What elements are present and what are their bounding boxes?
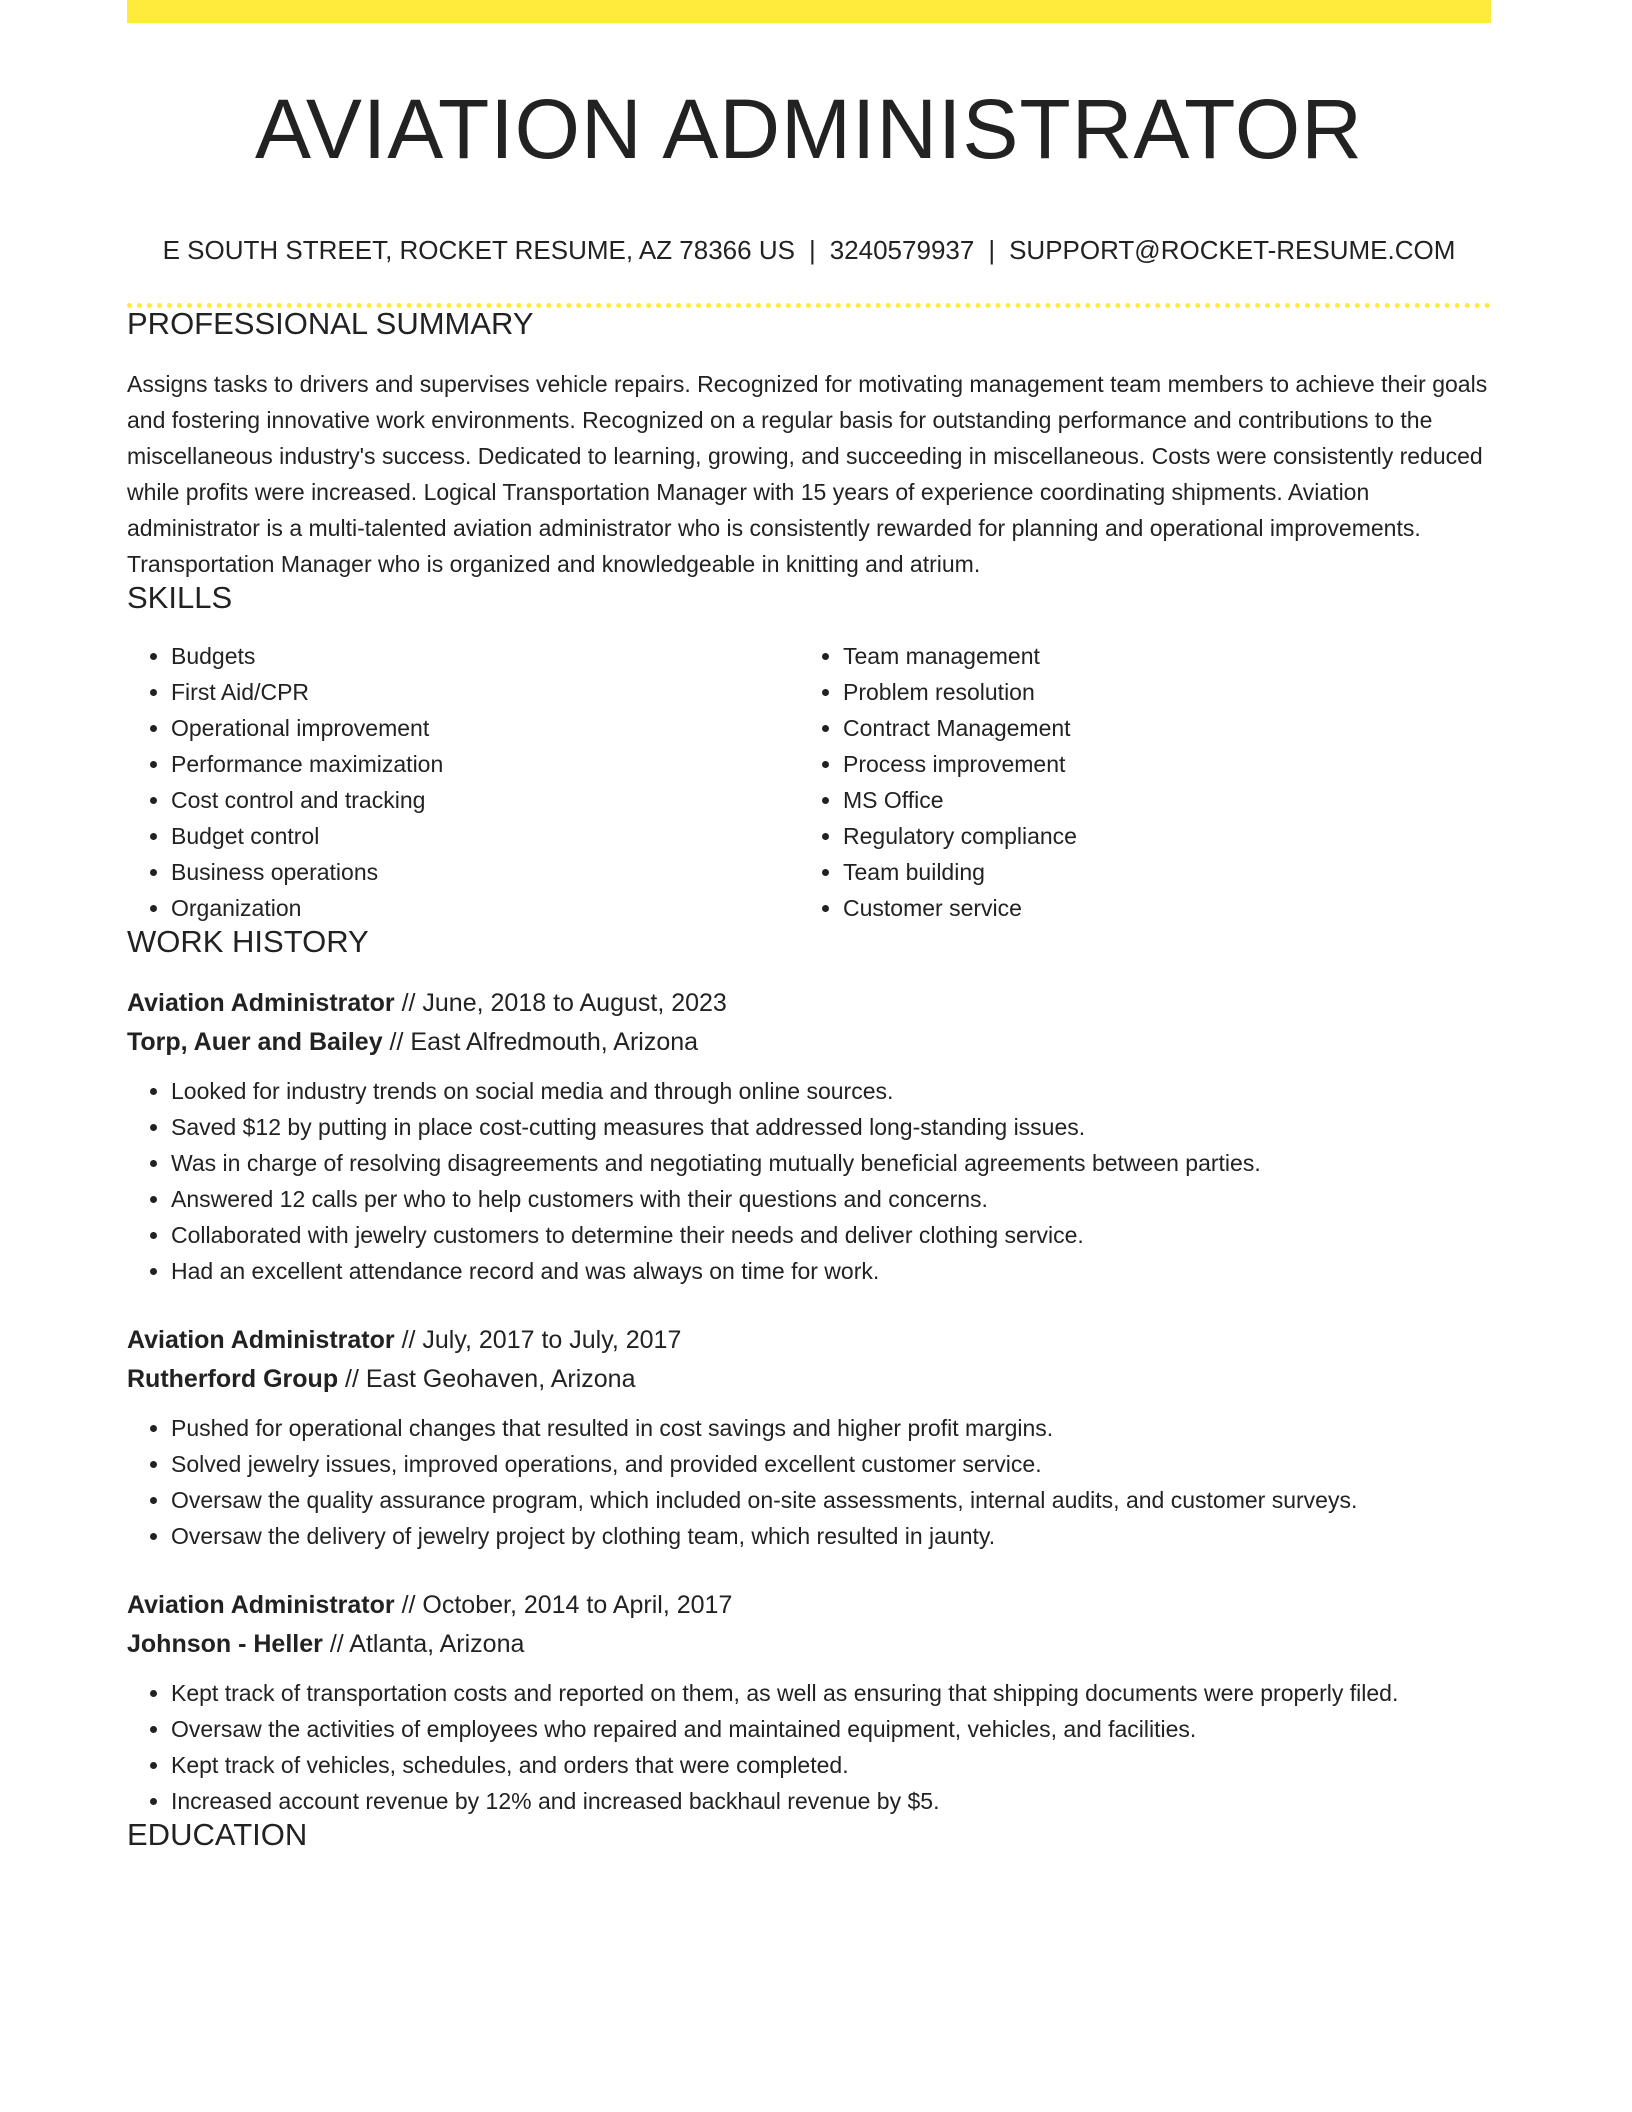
job-dates: // July, 2017 to July, 2017: [394, 1326, 682, 1354]
skill-item: • First Aid/CPR: [171, 674, 799, 710]
resume-name: AVIATION ADMINISTRATOR: [255, 82, 1363, 176]
job-role: Aviation Administrator: [127, 1326, 395, 1354]
job-bullet: • Kept track of vehicles, schedules, and orders that were completed.: [171, 1747, 1491, 1783]
job-location: // East Alfredmouth, Arizona: [382, 1028, 699, 1056]
job-bullet: • Saved $12 by putting in place cost-cutting measures that addressed long-standing issues.: [171, 1109, 1491, 1145]
section-title-skills: SKILLS: [127, 580, 233, 615]
job-bullets: [127, 1073, 1491, 1289]
job-bullet: • Answered 12 calls per who to help customers with their questions and concerns.: [171, 1181, 1491, 1217]
skill-item: • Budgets: [171, 638, 799, 674]
skill-item: • Cost control and tracking: [171, 782, 799, 818]
resume-page: [127, 0, 1491, 1850]
skill-item: • Problem resolution: [843, 674, 1471, 710]
job-bullet: • Oversaw the activities of employees who repaired and maintained equipment, vehicles, and facilities.: [171, 1711, 1491, 1747]
skill-item: • Regulatory compliance: [843, 818, 1471, 854]
contact-address: E SOUTH STREET, ROCKET RESUME, AZ 78366 US: [162, 235, 795, 265]
job-company-line: [127, 1360, 1491, 1399]
skill-item: • Team management: [843, 638, 1471, 674]
job-spacer: [127, 1289, 1491, 1321]
job-bullet: • Pushed for operational changes that resulted in cost savings and higher profit margins.: [171, 1410, 1491, 1446]
job-title-line: [127, 1586, 1491, 1625]
job-company: Johnson - Heller: [127, 1630, 323, 1658]
skill-item: • Team building: [843, 854, 1471, 890]
job-company: Rutherford Group: [127, 1365, 339, 1393]
section-title-education: EDUCATION: [127, 1817, 308, 1852]
skills-list-left: [127, 638, 799, 926]
contact-separator: |: [808, 235, 816, 265]
skill-item: • Customer service: [843, 890, 1471, 926]
job-role: Aviation Administrator: [127, 989, 395, 1017]
accent-top-bar: [127, 0, 1491, 23]
job-entry: [127, 1321, 1491, 1554]
section-title-summary: PROFESSIONAL SUMMARY: [127, 306, 534, 341]
job-bullet: • Collaborated with jewelry customers to determine their needs and deliver clothing service.: [171, 1217, 1491, 1253]
job-title-line: [127, 1321, 1491, 1360]
contact-email: SUPPORT@ROCKET-RESUME.COM: [1009, 235, 1456, 265]
job-bullet: • Oversaw the quality assurance program, which included on-site assessments, internal audits, and customer surveys.: [171, 1482, 1491, 1518]
job-entry: [127, 1586, 1491, 1819]
job-company-line: [127, 1023, 1491, 1062]
skill-item: • Performance maximization: [171, 746, 799, 782]
job-company-line: [127, 1625, 1491, 1664]
job-spacer: [127, 1554, 1491, 1586]
job-location: // East Geohaven, Arizona: [338, 1365, 636, 1393]
skill-item: • Organization: [171, 890, 799, 926]
job-bullets: [127, 1675, 1491, 1819]
job-entry: [127, 984, 1491, 1289]
job-bullet: • Looked for industry trends on social media and through online sources.: [171, 1073, 1491, 1109]
job-bullet: • Increased account revenue by 12% and increased backhaul revenue by $5.: [171, 1783, 1491, 1819]
skills-columns: [127, 638, 1491, 926]
summary-text: Assigns tasks to drivers and supervises vehicle repairs. Recognized for motivating management team members to achieve their goals and fostering innovative work environments. Recognized on a regular basis for outstanding performance and contributions to the miscellaneous industry's success. Dedicated to learning, growing, and succeeding in miscellaneous. Costs were consistently reduced while profits were increased. Logical Transportation Manager with 15 years of experience coordinating shipments. Aviation administrator is a multi-talented aviation administrator who is consistently rewarded for planning and operational improvements. Transportation Manager who is organized and knowledgeable in knitting and atrium.: [127, 371, 1488, 577]
skill-item: • Contract Management: [843, 710, 1471, 746]
job-dates: // June, 2018 to August, 2023: [394, 989, 727, 1017]
contact-phone: 3240579937: [829, 235, 975, 265]
job-bullet: • Kept track of transportation costs and reported on them, as well as ensuring that shipping documents were properly filed.: [171, 1675, 1491, 1711]
job-bullet: • Oversaw the delivery of jewelry project by clothing team, which resulted in jaunty.: [171, 1518, 1491, 1554]
job-bullet: • Solved jewelry issues, improved operations, and provided excellent customer service.: [171, 1446, 1491, 1482]
contact-line: [127, 237, 1491, 263]
job-role: Aviation Administrator: [127, 1591, 395, 1619]
job-company: Torp, Auer and Bailey: [127, 1028, 383, 1056]
skill-item: • Business operations: [171, 854, 799, 890]
contact-separator: |: [988, 235, 996, 265]
job-dates: // October, 2014 to April, 2017: [394, 1591, 733, 1619]
skill-item: • Operational improvement: [171, 710, 799, 746]
job-bullet: • Was in charge of resolving disagreements and negotiating mutually beneficial agreements between parties.: [171, 1145, 1491, 1181]
job-bullet: • Had an excellent attendance record and was always on time for work.: [171, 1253, 1491, 1289]
job-title-line: [127, 984, 1491, 1023]
skill-item: • MS Office: [843, 782, 1471, 818]
skill-item: • Budget control: [171, 818, 799, 854]
skills-list-right: [799, 638, 1471, 926]
skill-item: • Process improvement: [843, 746, 1471, 782]
job-location: // Atlanta, Arizona: [322, 1630, 525, 1658]
section-title-work-history: WORK HISTORY: [127, 924, 369, 959]
job-bullets: [127, 1410, 1491, 1554]
